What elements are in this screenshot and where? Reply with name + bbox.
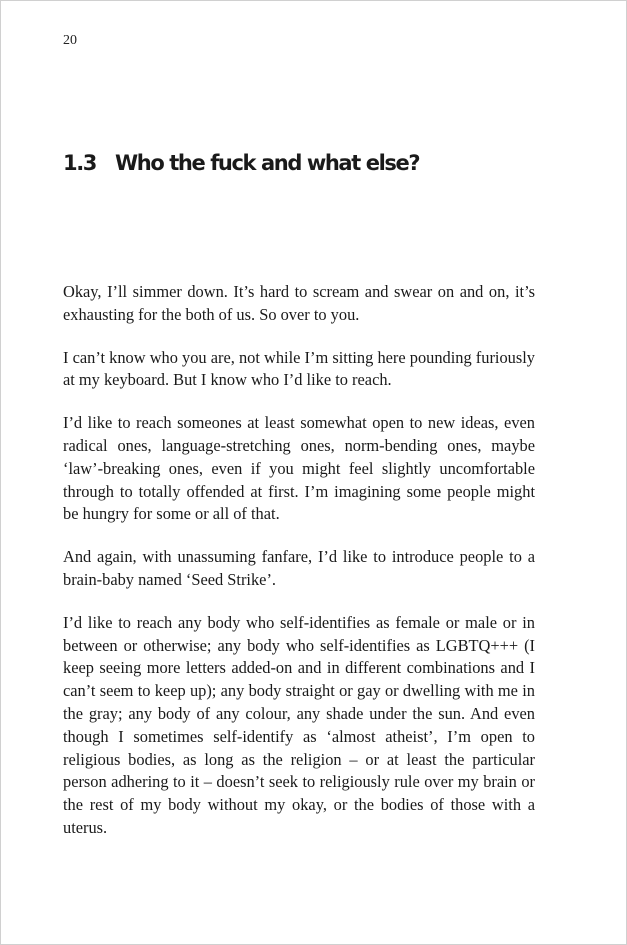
paragraph: I can’t know who you are, not while I’m sitting here pounding furiously at my keyboard. But I know who I’d like to reach. <box>63 347 535 390</box>
section-number: 1.3 <box>63 151 97 175</box>
page-number: 20 <box>63 33 77 48</box>
paragraph: I’d like to reach any body who self-identifies as female or male or in between or otherwise; any body who self-identifies as LGBTQ+++ (I keep seeing more letters added-on and in different combinations and I can’t seem to keep up); any body straight or gay or dwelling with me in the gray; any body of any colour, any shade under the sun. And even though I sometimes self-identify as ‘almost atheist’, I’m open to religious bodies, as long as the religion – or at least the particular person adhering to it – doesn’t seek to religiously rule over my brain or the rest of my body without my okay, or the bodies of those with a uterus. <box>63 612 535 837</box>
section-heading <box>63 151 419 175</box>
paragraph: I’d like to reach someones at least somewhat open to new ideas, even radical ones, language-stretching ones, norm-bending ones, maybe ‘law’-breaking ones, even if you might feel slightly uncomfortable through to totally offended at first. I’m imagining some people might be hungry for some or all of that. <box>63 413 535 524</box>
paragraph: Okay, I’ll simmer down. It’s hard to scream and swear on and on, it’s exhausting for the both of us. So over to you. <box>63 282 535 324</box>
paragraph: And again, with unassuming fanfare, I’d like to introduce people to a brain-baby named ‘Seed Strike’. <box>63 547 535 589</box>
body-text <box>63 281 535 860</box>
section-title: Who the fuck and what else? <box>115 151 420 175</box>
